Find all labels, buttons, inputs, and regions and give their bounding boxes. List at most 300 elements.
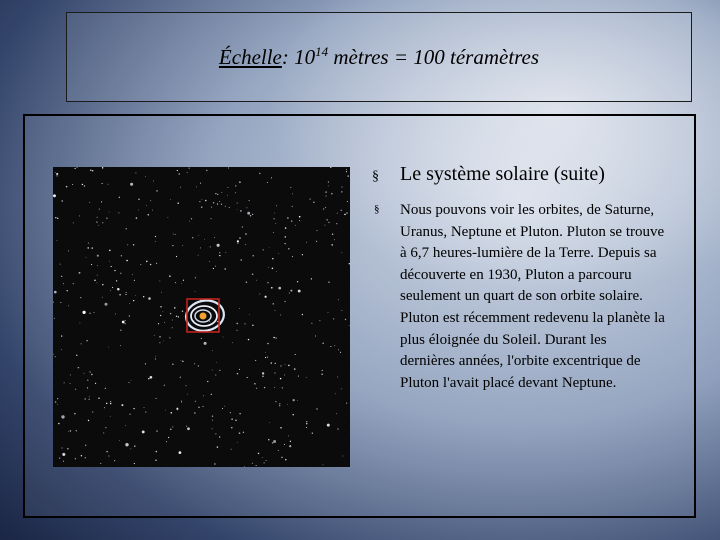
star — [172, 364, 173, 365]
star — [276, 271, 277, 272]
star — [117, 288, 119, 290]
star — [200, 183, 201, 184]
star — [221, 192, 222, 193]
star — [156, 430, 157, 431]
star — [235, 192, 236, 193]
star — [239, 237, 240, 238]
star — [79, 272, 81, 274]
star — [178, 173, 179, 174]
star — [254, 383, 256, 385]
star — [168, 437, 169, 438]
star — [138, 199, 140, 201]
star — [125, 443, 128, 446]
star — [115, 313, 116, 314]
star — [89, 399, 90, 400]
star — [60, 264, 61, 265]
star — [64, 382, 65, 383]
star — [63, 283, 64, 284]
star — [181, 402, 182, 403]
star — [126, 292, 127, 293]
star — [349, 263, 350, 264]
star — [275, 401, 276, 402]
star — [100, 463, 101, 464]
star — [227, 195, 228, 196]
star — [173, 233, 174, 234]
star — [67, 448, 69, 450]
star — [256, 388, 257, 389]
star — [269, 422, 270, 423]
star — [298, 290, 301, 293]
star — [341, 252, 342, 253]
star — [267, 182, 268, 183]
star — [78, 367, 80, 369]
star — [273, 232, 274, 233]
star — [140, 264, 141, 265]
star — [150, 200, 151, 201]
star — [272, 258, 274, 260]
star — [311, 323, 312, 324]
star — [170, 429, 171, 430]
star — [247, 377, 248, 378]
star — [206, 170, 207, 171]
star — [182, 361, 184, 363]
star — [180, 187, 181, 188]
star — [284, 243, 285, 244]
star — [282, 387, 283, 388]
star — [237, 442, 238, 443]
star — [106, 451, 108, 453]
star — [274, 387, 275, 388]
star — [285, 364, 286, 365]
star — [119, 197, 120, 198]
star — [231, 427, 232, 428]
star — [285, 227, 287, 229]
star — [72, 184, 73, 185]
star — [273, 337, 275, 339]
star — [59, 458, 60, 459]
star — [326, 196, 327, 197]
star — [148, 378, 149, 379]
star — [280, 427, 282, 429]
star — [264, 462, 265, 463]
star — [105, 427, 106, 428]
star — [108, 184, 109, 185]
star — [88, 243, 89, 244]
star — [336, 223, 337, 224]
star — [102, 183, 103, 184]
star — [68, 250, 69, 251]
star — [109, 250, 111, 252]
star — [290, 187, 291, 188]
star — [323, 464, 324, 465]
star — [306, 377, 307, 378]
star — [155, 358, 156, 359]
star — [73, 283, 74, 284]
star — [276, 205, 277, 206]
star — [343, 456, 344, 457]
star — [288, 365, 290, 367]
star — [70, 374, 71, 375]
star — [181, 401, 182, 402]
star — [342, 187, 343, 188]
star — [200, 247, 201, 248]
star — [217, 321, 218, 322]
star — [143, 296, 144, 297]
star — [89, 371, 90, 372]
star — [267, 282, 268, 283]
star — [150, 376, 153, 379]
star — [223, 337, 224, 338]
star — [195, 291, 196, 292]
star — [53, 194, 56, 197]
star — [322, 343, 323, 344]
star — [110, 403, 111, 404]
star — [186, 426, 187, 427]
star — [272, 268, 274, 270]
star — [152, 210, 153, 211]
star — [242, 226, 243, 227]
star — [177, 170, 178, 171]
star — [209, 321, 210, 322]
star — [54, 291, 57, 294]
star — [96, 221, 97, 222]
star — [219, 201, 220, 202]
star — [246, 281, 248, 283]
star — [232, 342, 233, 343]
star — [129, 303, 130, 304]
title-rest: mètres = 100 téramètres — [328, 45, 540, 69]
star — [227, 187, 228, 188]
star — [62, 200, 63, 201]
star — [212, 420, 213, 421]
star — [306, 242, 307, 243]
star — [239, 432, 241, 434]
star — [284, 444, 285, 445]
star — [236, 330, 237, 331]
star — [240, 210, 242, 212]
star — [297, 400, 298, 401]
star — [278, 287, 281, 290]
star — [62, 448, 63, 449]
star — [295, 354, 296, 355]
star — [215, 266, 216, 267]
star — [230, 412, 231, 413]
star — [219, 252, 220, 253]
star — [247, 212, 250, 215]
star — [192, 237, 193, 238]
star — [148, 297, 151, 300]
star — [347, 201, 348, 202]
star — [85, 398, 86, 399]
star — [252, 325, 254, 327]
star — [311, 278, 312, 279]
star — [243, 432, 244, 433]
star — [104, 407, 105, 408]
star — [219, 436, 220, 437]
star — [199, 201, 200, 202]
star — [249, 314, 250, 315]
star — [215, 193, 216, 194]
star — [95, 383, 96, 384]
star — [57, 240, 58, 241]
title-box — [66, 12, 692, 102]
star — [161, 292, 162, 293]
star — [127, 244, 128, 245]
star — [315, 336, 316, 337]
star — [285, 459, 287, 461]
star — [342, 310, 343, 311]
star — [80, 297, 81, 298]
star — [268, 267, 269, 268]
star — [92, 170, 93, 171]
star — [97, 255, 99, 257]
star — [85, 457, 86, 458]
star — [62, 453, 65, 456]
star — [328, 281, 330, 283]
star — [54, 318, 55, 319]
star — [133, 300, 134, 301]
star — [224, 268, 225, 269]
star — [164, 385, 165, 386]
star — [267, 357, 268, 358]
star — [273, 440, 276, 443]
star — [302, 314, 304, 316]
star — [133, 408, 134, 409]
star — [237, 323, 238, 324]
star — [125, 425, 126, 426]
star — [252, 274, 253, 275]
star — [338, 349, 339, 350]
star — [269, 247, 270, 248]
star — [290, 290, 292, 292]
star — [289, 292, 290, 293]
star — [279, 405, 280, 406]
star — [240, 259, 242, 261]
star — [347, 175, 348, 176]
star — [325, 207, 326, 208]
star — [160, 281, 161, 282]
star — [103, 432, 104, 433]
star — [160, 315, 161, 316]
star — [249, 200, 250, 201]
star — [102, 284, 104, 286]
star — [61, 276, 62, 277]
star — [194, 412, 195, 413]
star — [325, 191, 326, 192]
star — [146, 205, 147, 206]
star — [287, 404, 288, 405]
star — [135, 172, 136, 173]
star — [276, 223, 277, 224]
star — [187, 427, 190, 430]
star — [88, 420, 89, 421]
star — [212, 350, 213, 351]
star — [272, 442, 274, 444]
star — [217, 203, 218, 204]
star — [297, 281, 298, 282]
star — [266, 460, 267, 461]
star — [87, 380, 88, 381]
star — [340, 352, 341, 353]
star — [224, 406, 225, 407]
star — [325, 225, 326, 226]
star — [177, 409, 178, 410]
star — [109, 212, 110, 213]
star — [125, 294, 126, 295]
star — [331, 193, 332, 194]
star — [225, 252, 226, 253]
star — [68, 305, 69, 306]
star — [268, 439, 269, 440]
star — [201, 206, 203, 208]
star — [119, 294, 121, 296]
star — [97, 265, 98, 266]
star — [153, 181, 154, 182]
star — [92, 247, 93, 248]
star — [341, 191, 342, 192]
star — [274, 372, 275, 373]
star — [264, 296, 266, 298]
star — [202, 406, 203, 407]
star — [239, 181, 241, 183]
star — [105, 388, 106, 389]
star — [331, 244, 333, 246]
star — [120, 330, 121, 331]
star — [201, 338, 202, 339]
star — [131, 380, 132, 381]
star — [122, 321, 125, 324]
star — [98, 397, 99, 398]
star — [273, 303, 274, 304]
star — [338, 299, 339, 300]
star — [267, 343, 269, 345]
star — [134, 280, 135, 281]
star — [130, 448, 131, 449]
star — [281, 457, 283, 459]
star — [121, 255, 122, 256]
star — [337, 428, 338, 429]
star — [210, 246, 211, 247]
star — [128, 382, 129, 383]
star — [299, 216, 301, 218]
star — [279, 403, 280, 404]
star — [108, 456, 109, 457]
star — [172, 327, 173, 328]
star — [120, 273, 121, 274]
star — [172, 426, 173, 427]
star — [292, 256, 293, 257]
star — [130, 183, 133, 186]
star — [215, 433, 216, 434]
star — [259, 293, 260, 294]
star — [110, 290, 111, 291]
star — [163, 341, 164, 342]
star — [262, 372, 264, 374]
star — [57, 398, 58, 399]
star — [87, 247, 89, 249]
star — [222, 408, 223, 409]
star — [180, 377, 181, 378]
star — [155, 356, 156, 357]
star — [105, 303, 108, 306]
star — [245, 323, 246, 324]
star — [319, 320, 320, 321]
star — [202, 199, 203, 200]
star — [337, 376, 338, 377]
star — [211, 218, 212, 219]
body-row — [374, 200, 665, 394]
star — [125, 320, 126, 321]
star — [265, 357, 266, 358]
star — [121, 404, 123, 406]
star — [198, 235, 199, 236]
star — [187, 394, 188, 395]
star — [195, 277, 196, 278]
star — [345, 319, 346, 320]
star — [74, 413, 76, 415]
star — [271, 287, 273, 289]
star — [215, 374, 216, 375]
star — [94, 280, 96, 282]
star — [219, 370, 220, 371]
star — [191, 218, 192, 219]
star — [97, 283, 98, 284]
star — [328, 186, 329, 187]
star — [177, 202, 179, 204]
star — [126, 260, 128, 262]
star — [336, 413, 337, 414]
star — [313, 202, 314, 203]
star — [97, 217, 98, 218]
star — [346, 169, 347, 170]
star — [248, 339, 249, 340]
star — [102, 222, 103, 223]
star — [132, 274, 133, 275]
star — [194, 363, 195, 364]
star — [316, 408, 317, 409]
slide-title — [219, 44, 539, 70]
star — [90, 169, 91, 170]
star — [87, 387, 88, 388]
star — [204, 239, 205, 240]
bullet-icon: § — [372, 169, 379, 184]
star — [79, 322, 80, 323]
star — [92, 411, 93, 412]
star — [91, 374, 92, 375]
star — [108, 347, 109, 348]
star — [225, 206, 226, 207]
star — [84, 373, 85, 374]
star — [333, 318, 334, 319]
star — [70, 383, 71, 384]
star — [170, 313, 171, 314]
star — [134, 445, 135, 446]
star — [229, 207, 230, 208]
star — [116, 280, 117, 281]
star — [86, 340, 87, 341]
star — [94, 312, 95, 313]
star — [217, 194, 218, 195]
star — [250, 215, 251, 216]
star — [293, 399, 295, 401]
star — [228, 168, 229, 169]
star — [274, 213, 275, 214]
star — [55, 217, 56, 218]
title-exponent: 14 — [315, 44, 329, 59]
star — [181, 283, 182, 284]
star — [239, 308, 240, 309]
star — [156, 263, 157, 264]
